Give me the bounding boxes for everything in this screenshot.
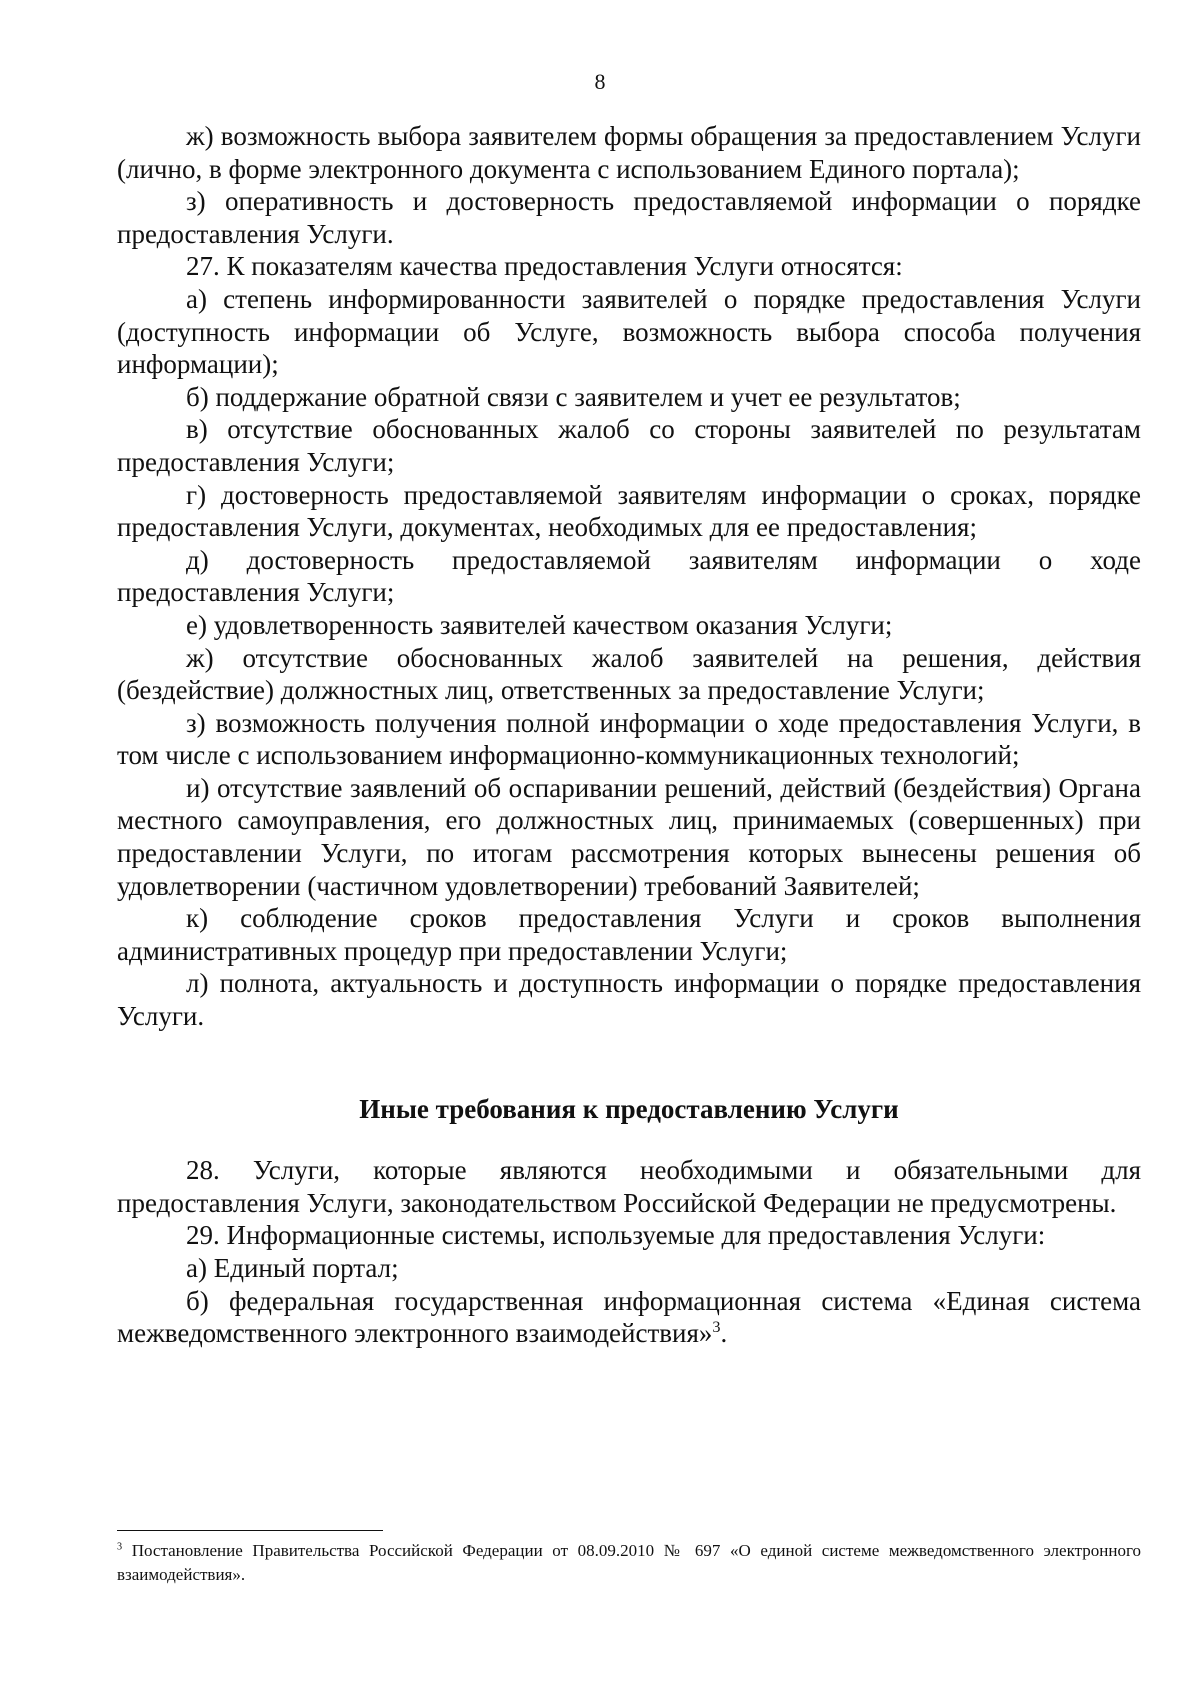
paragraph: к) соблюдение сроков предоставления Услуги и сроков выполнения административных процедур при предоставлении Услуги; (117, 903, 1141, 966)
paragraph: л) полнота, актуальность и доступность информации о порядке предоставления Услуги. (117, 968, 1141, 1032)
paragraph: 28. Услуги, которые являются необходимыми и обязательными для предоставления Услуги, законодательством Российской Федерации не предусмотрены. (117, 1155, 1141, 1218)
paragraph: з) оперативность и достоверность предоставляемой информации о порядке предоставления Услуги. (117, 186, 1141, 249)
paragraph: з) возможность получения полной информации о ходе предоставления Услуги, в том числе с использованием информационно-коммуникационных технологий; (117, 707, 1141, 771)
paragraph: а) степень информированности заявителей о порядке предоставления Услуги (доступность информации об Услуге, возможность выбора способа получения информации); (117, 283, 1141, 380)
paragraph: в) отсутствие обоснованных жалоб со стороны заявителей по результатам предоставления Услуги; (117, 414, 1141, 477)
paragraph: 27. К показателям качества предоставления Услуги относятся: (186, 251, 903, 282)
paragraph: 29. Информационные системы, используемые для предоставления Услуги: (186, 1220, 1046, 1251)
footnote-reference: 3 (712, 1318, 721, 1337)
page-number: 8 (594, 69, 606, 94)
paragraph: ж) отсутствие обоснованных жалоб заявителей на решения, действия (бездействие) должностных лиц, ответственных за предоставление Услуги; (117, 642, 1141, 706)
paragraph-tail: . (720, 1318, 728, 1349)
footnote-separator (117, 1530, 383, 1531)
section-spacer (117, 1125, 1141, 1154)
paragraph: ж) возможность выбора заявителем формы обращения за предоставлением Услуги (лично, в форме электронного документа с использованием Единого портала); (117, 121, 1141, 184)
paragraph: а) Единый портал; (186, 1253, 399, 1283)
paragraph: б) поддержание обратной связи с заявителем и учет ее результатов; (186, 381, 961, 412)
paragraph-with-footnote (117, 1285, 1141, 1350)
paragraph: и) отсутствие заявлений об оспаривании решений, действий (бездействия) Органа местного самоуправления, его должностных лиц, принимаемых (совершенных) при предоставлении Услуги, по итогам рассмотрения которых вынесены решения об удовлетворении (частичном удовлетворении) требований Заявителей; (117, 772, 1141, 901)
document-body (117, 120, 1141, 1350)
paragraph: г) достоверность предоставляемой заявителям информации о сроках, порядке предоставления Услуги, документах, необходимых для ее предоставления; (117, 479, 1141, 543)
section-heading: Иные требования к предоставлению Услуги (359, 1093, 899, 1124)
paragraph: е) удовлетворенность заявителей качеством оказания Услуги; (186, 609, 893, 640)
footnote (117, 1539, 1141, 1587)
section-spacer (117, 1033, 1141, 1093)
footnote-marker: 3 (117, 1541, 123, 1553)
footnote-text: Постановление Правительства Российской Федерации от 08.09.2010 № 697 «О единой системе межведомственного электронного взаимодействия». (117, 1541, 1141, 1584)
paragraph: д) достоверность предоставляемой заявителям информации о ходе предоставления Услуги; (117, 544, 1141, 608)
paragraph-text: б) федеральная государственная информационная система «Единая система межведомственного электронного взаимодействия» (117, 1285, 1141, 1349)
footnote-area (117, 1530, 1141, 1587)
